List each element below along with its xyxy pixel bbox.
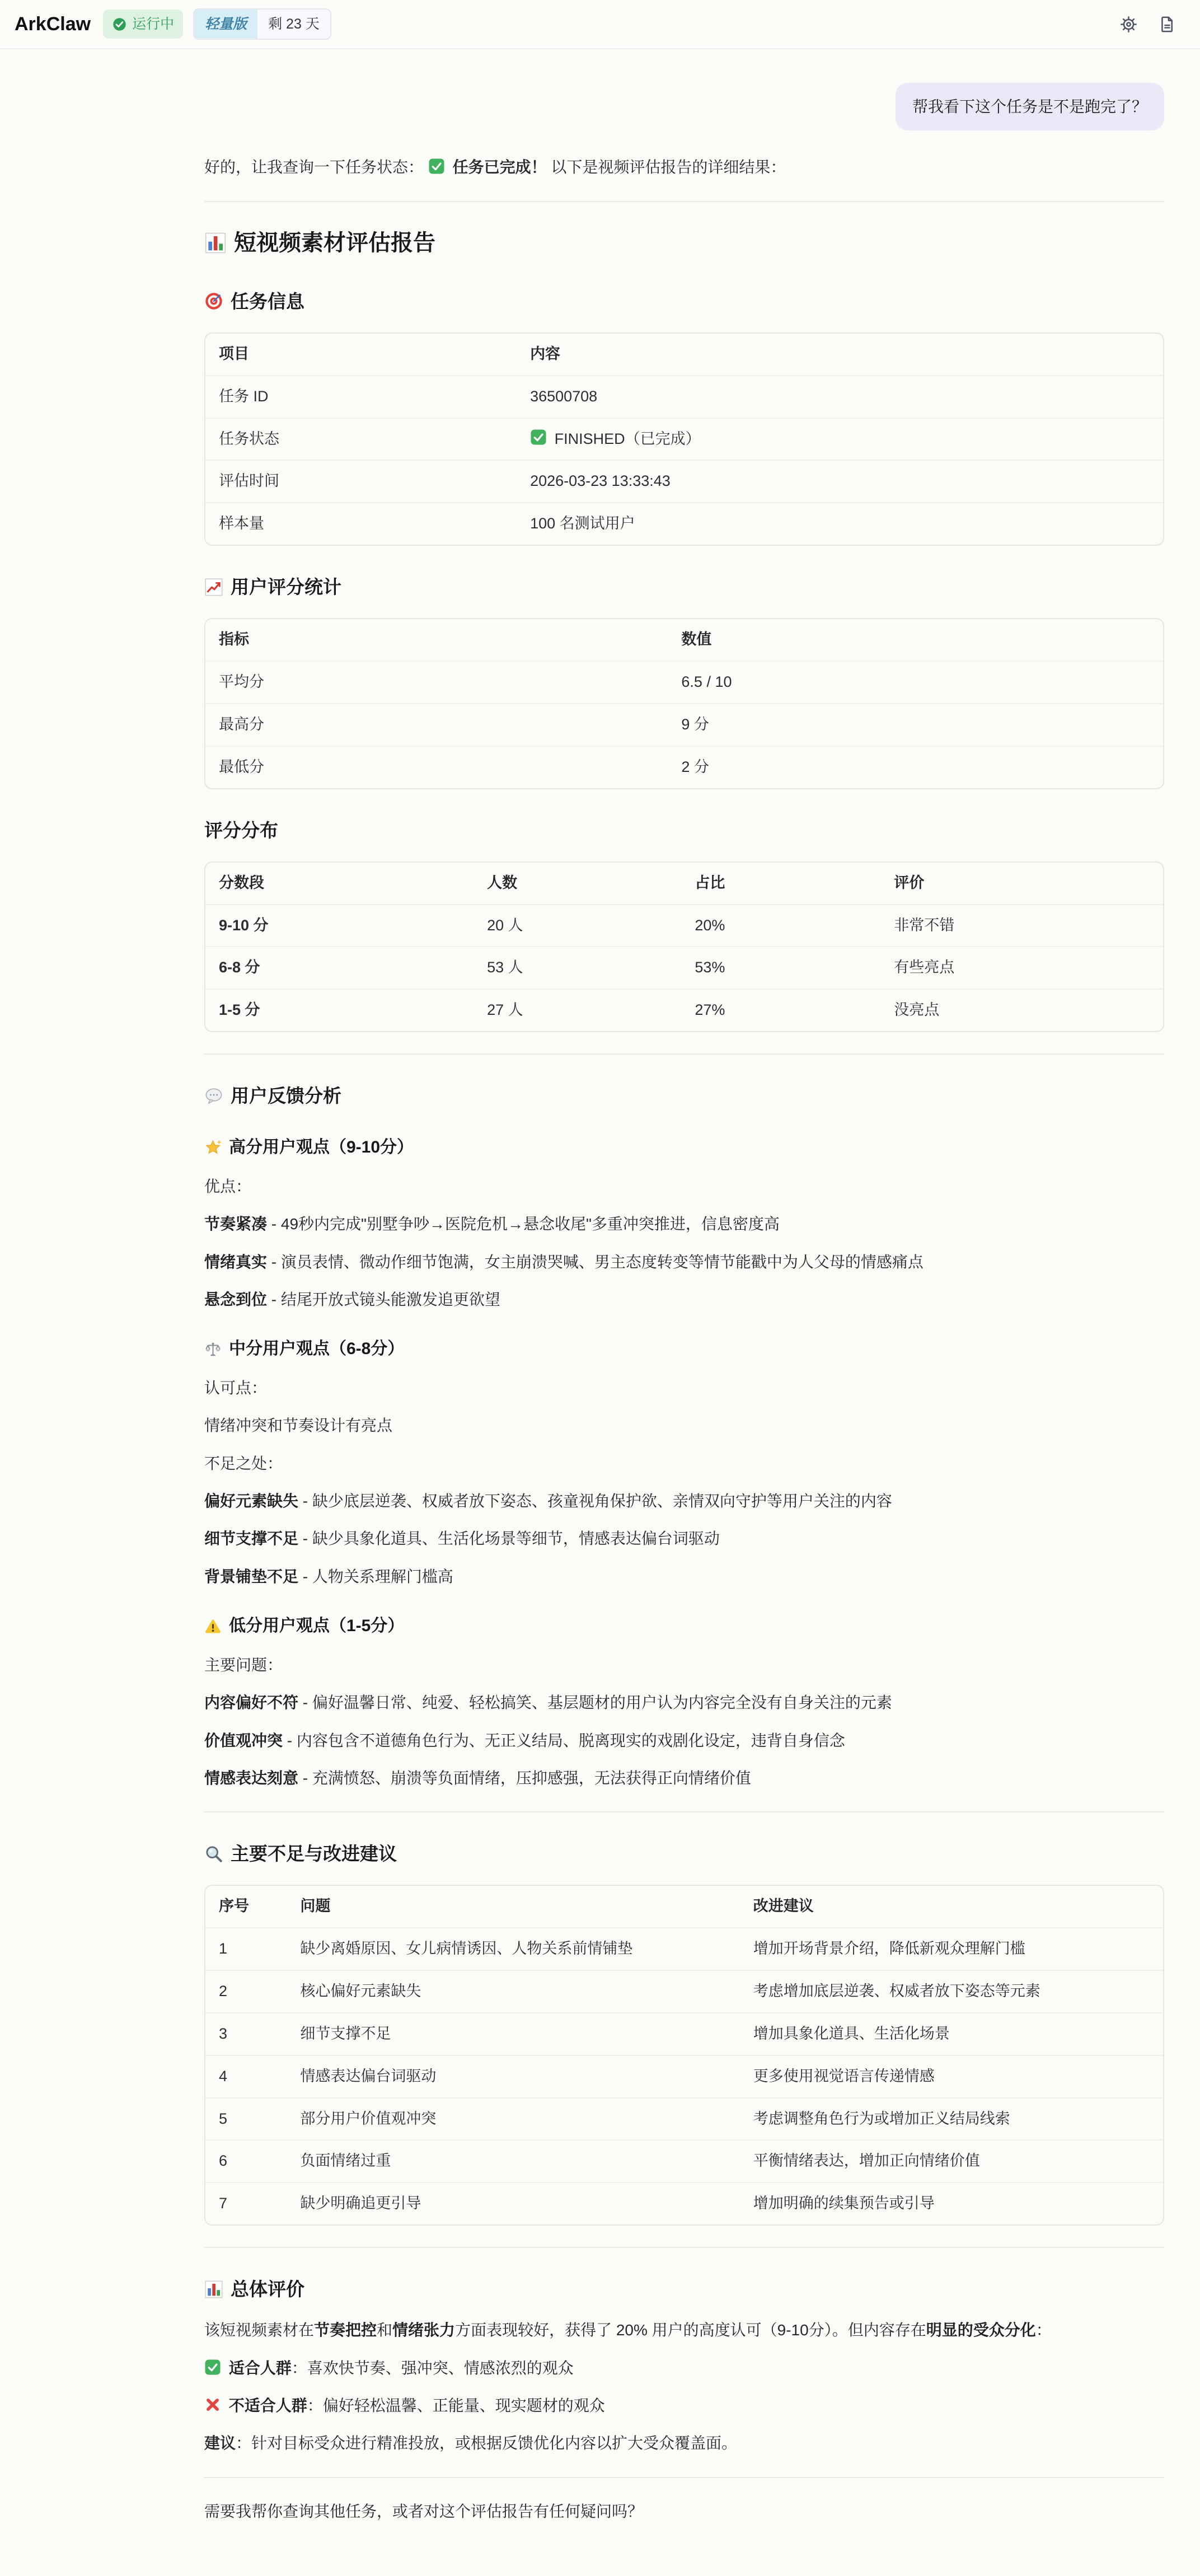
settings-gear-icon[interactable] [1119,15,1138,34]
list-item: 情绪真实 - 演员表情、微动作细节饱满，女主崩溃哭喊、男主态度转变等情节能戳中为人父母的情感痛点 [204,1253,924,1271]
star-icon [204,1139,222,1156]
plan-badge-tier: 轻量版 [194,10,257,39]
list-item: 背景铺垫不足 - 人物关系理解门槛高 [204,1567,453,1585]
subsection-mid-score: 中分用户观点（6-8分） [204,1336,1164,1362]
header-left [15,8,331,40]
header-actions [1119,15,1176,34]
table-row: 1-5 分 27 人 27% 没亮点 [205,989,1163,1031]
plan-badge [193,8,331,40]
speech-balloon-icon [204,1086,223,1106]
table-row: 任务 ID 36500708 [205,375,1163,418]
distribution-table [204,861,1164,1032]
check-badge-icon [204,2359,221,2376]
table-row: 6-8 分 53 人 53% 有些亮点 [205,946,1163,989]
status-badge-label: 运行中 [132,16,175,32]
check-badge-icon [428,158,445,175]
bar-chart-icon [204,2280,223,2299]
table-header-row: 指标 数值 [219,631,712,648]
table-header-row: 项目 内容 [219,345,561,362]
check-circle-icon [112,17,127,32]
list-item: 情感表达刻意 - 充满愤怒、崩溃等负面情绪，压抑感强，无法获得正向情绪价值 [204,1769,751,1787]
warning-icon [204,1618,222,1635]
check-badge-icon [530,429,547,446]
intro-suffix: 以下是视频评估报告的详细结果： [551,158,786,176]
list-item: 偏好元素缺失 - 缺少底层逆袭、权威者放下姿态、孩童视角保护欲、亲情双向守护等用户关注的内容 [204,1492,892,1510]
table-row: 9-10 分 20 人 20% 非常不错 [205,904,1163,947]
scales-icon [204,1341,222,1358]
closing-question: 需要我帮你查询其他任务，或者对这个评估报告有任何疑问吗？ [204,2502,644,2520]
section-score-stats: 用户评分统计 [204,573,1164,601]
table-row: 2 核心偏好元素缺失 考虑增加底层逆袭、权威者放下姿态等元素 [205,1970,1163,2012]
intro-line [204,155,1164,179]
divider [204,201,1164,202]
target-icon [204,292,223,311]
divider [204,1811,1164,1812]
app-title: ArkClaw [15,13,91,35]
list-label: 主要问题： [204,1656,283,1674]
improvements-table [204,1885,1164,2226]
magnifier-icon [204,1844,223,1863]
section-feedback: 用户反馈分析 [204,1081,1164,1110]
task-info-table [204,332,1164,546]
divider [204,1053,1164,1055]
bar-chart-icon [204,232,227,254]
document-icon[interactable] [1158,15,1176,34]
table-row: 评估时间 2026-03-23 13:33:43 [205,460,1163,502]
app-header [0,0,1200,49]
overall-summary: 该短视频素材在节奏把控和情绪张力方面表现较好，获得了 20% 用户的高度认可（9-10分）。但内容存在明显的受众分化： [204,2321,1052,2339]
section-improvements: 主要不足与改进建议 [204,1839,1164,1868]
table-row: 7 缺少明确追更引导 增加明确的续集预告或引导 [205,2182,1163,2224]
divider [204,2477,1164,2478]
section-task-info: 任务信息 [204,287,1164,316]
chart-up-icon [204,578,223,597]
table-row: 4 情感表达偏台词驱动 更多使用视觉语言传递情感 [205,2055,1163,2097]
list-item: 内容偏好不符 - 偏好温馨日常、纯爱、轻松搞笑、基层题材的用户认为内容完全没有自身关注的元素 [204,1694,892,1712]
list-label: 不足之处： [204,1454,283,1472]
list-item: 细节支撑不足 - 缺少具象化道具、生活化场景等细节，情感表达偏台词驱动 [204,1530,720,1548]
subsection-high-score: 高分用户观点（9-10分） [204,1135,1164,1161]
list-item-unfit-audience: 不适合人群：偏好轻松温馨、正能量、现实题材的观众 [204,2394,1164,2418]
task-finished-text: 任务已完成！ [452,158,547,176]
list-item-fit-audience: 适合人群：喜欢快节奏、强冲突、情感浓烈的观众 [204,2356,1164,2380]
table-row: 5 部分用户价值观冲突 考虑调整角色行为或增加正义结局线索 [205,2097,1163,2140]
list-item: 价值观冲突 - 内容包含不道德角色行为、无正义结局、脱离现实的戏剧化设定，违背自身信念 [204,1731,845,1749]
score-stats-table [204,618,1164,789]
user-message-row [204,83,1164,130]
table-row: 6 负面情绪过重 平衡情绪表达，增加正向情绪价值 [205,2139,1163,2182]
advice-line: 建议：针对目标受众进行精准投放，或根据反馈优化内容以扩大受众覆盖面。 [204,2434,738,2452]
cross-mark-icon [204,2396,221,2413]
divider [204,2247,1164,2248]
section-overall: 总体评价 [204,2275,1164,2303]
assistant-message [204,155,1164,2523]
table-header-row: 分数段 人数 占比 评价 [219,874,925,891]
table-row: 最高分 9 分 [205,703,1163,746]
report-title: 短视频素材评估报告 [204,226,1164,260]
subsection-low-score: 低分用户观点（1-5分） [204,1613,1164,1640]
table-row: 1 缺少离婚原因、女儿病情诱因、人物关系前情铺垫 增加开场背景介绍，降低新观众理解门槛 [205,1927,1163,1970]
plan-badge-days-left: 剩 23 天 [257,10,330,39]
status-badge [103,10,183,39]
list-item: 情绪冲突和节奏设计有亮点 [204,1417,393,1435]
list-label: 优点： [204,1177,252,1195]
table-row: 平均分 6.5 / 10 [205,661,1163,703]
table-row: 3 细节支撑不足 增加具象化道具、生活化场景 [205,2012,1163,2055]
section-distribution: 评分分布 [204,819,278,841]
table-row: 最低分 2 分 [205,746,1163,788]
list-item: 悬念到位 - 结尾开放式镜头能激发追更欲望 [204,1290,500,1308]
task-status-value: FINISHED（已完成） [554,430,701,447]
list-item: 节奏紧凑 - 49秒内完成"别墅争吵→医院危机→悬念收尾"多重冲突推进，信息密度高 [204,1215,780,1233]
table-header-row: 序号 问题 改进建议 [219,1898,814,1915]
chat-column [204,83,1164,2576]
table-row: 任务状态 FINISHED（已完成） [205,418,1163,460]
user-message-bubble: 帮我看下这个任务是不是跑完了？ [896,83,1164,130]
list-label: 认可点： [204,1379,268,1397]
table-row: 样本量 100 名测试用户 [205,502,1163,545]
intro-prefix: 好的，让我查询一下任务状态： [204,158,424,176]
